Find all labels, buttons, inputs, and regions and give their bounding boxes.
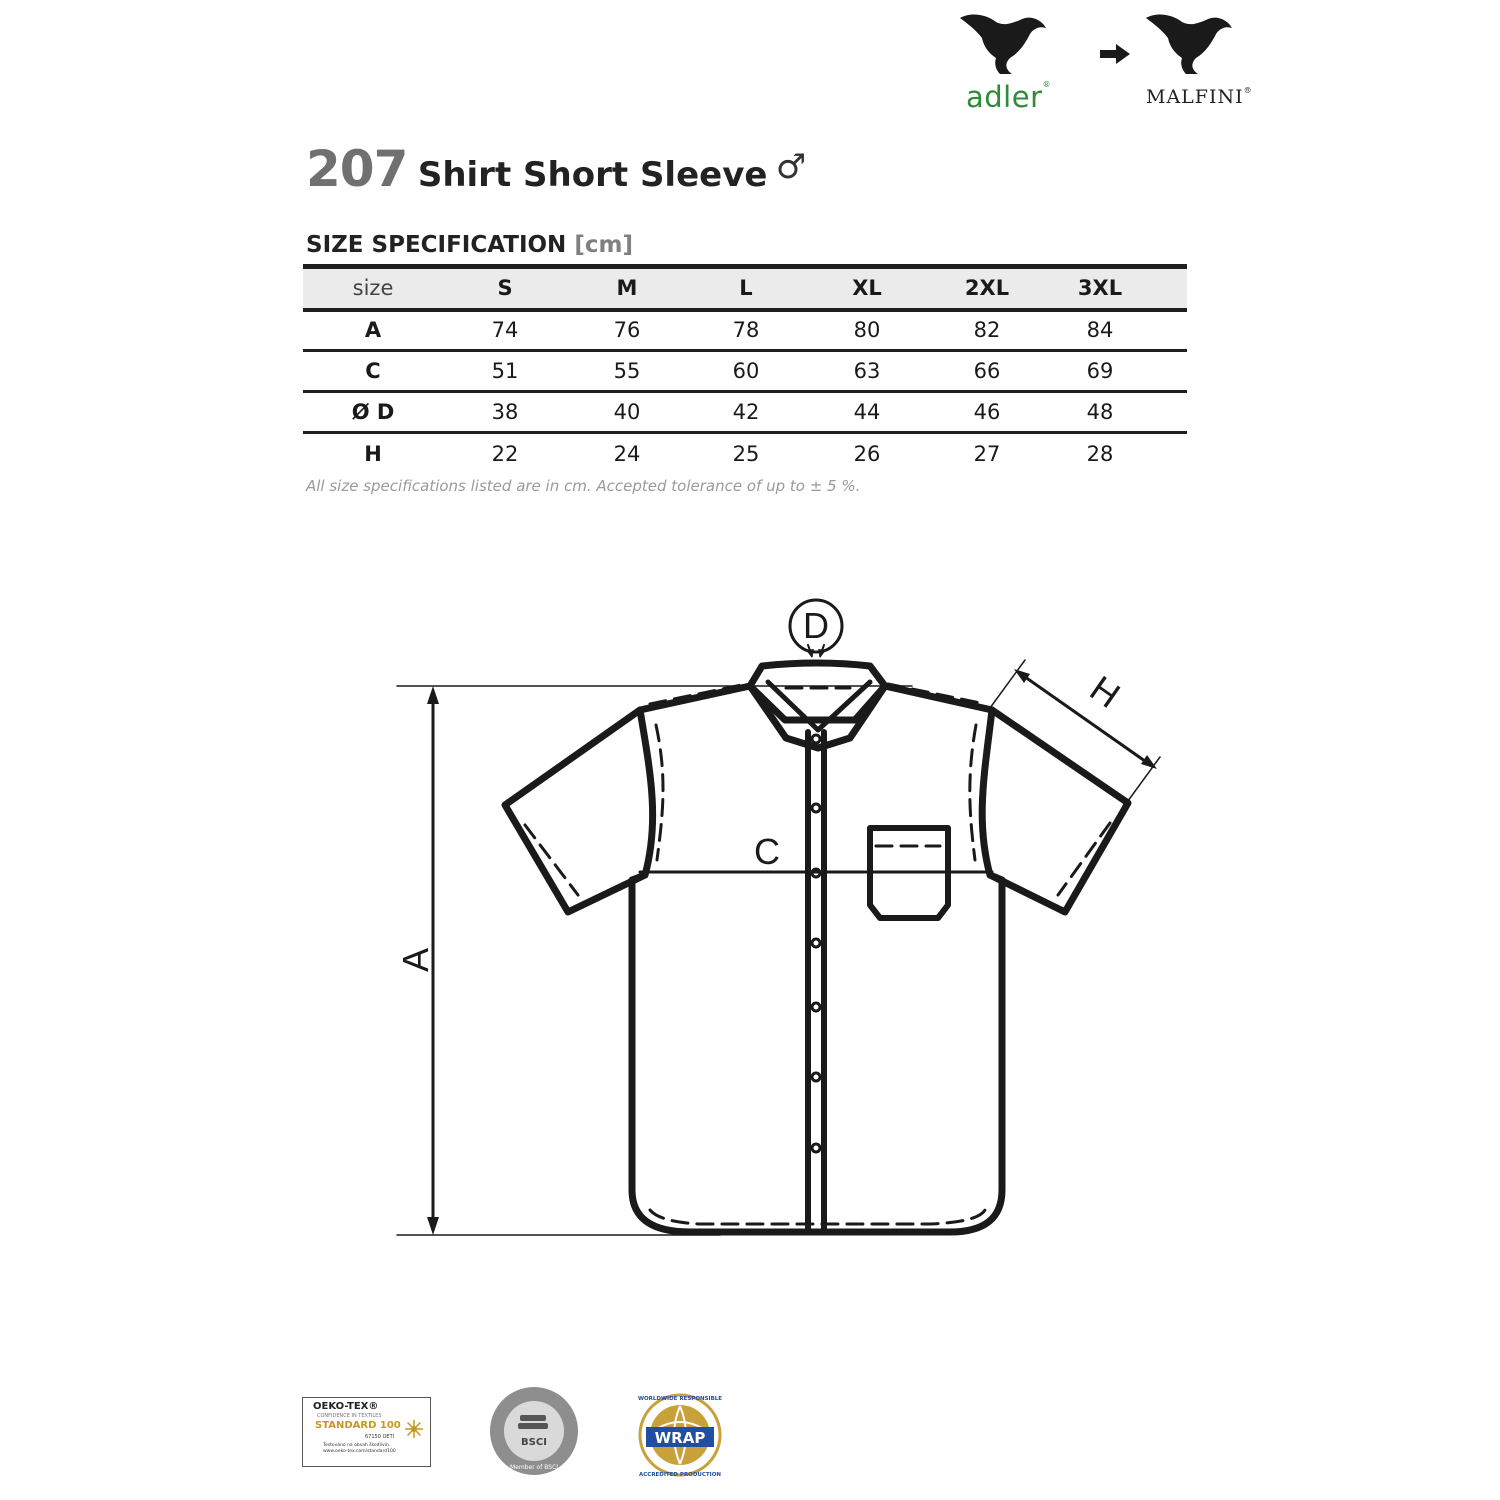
size-s-header: S <box>497 276 513 301</box>
table-row: A 74 76 78 80 82 84 <box>303 310 1187 351</box>
size-2xl-header: 2XL <box>964 276 1010 301</box>
table-row: Ø D 38 40 42 44 46 48 <box>303 392 1187 433</box>
adler-brand-text: adler® <box>966 80 1052 114</box>
oeko-flower-icon <box>403 1418 425 1440</box>
size-3xl-header: 3XL <box>1077 276 1123 301</box>
oeko-tex-badge: OEKO-TEX® CONFIDENCE IN TEXTILES STANDARD 100 67150 OETI Testováno na obsah škodlivin. www.oeko-tex.com/standard100 <box>302 1397 431 1467</box>
table-row: H 22 24 25 26 27 28 <box>364 441 1114 466</box>
adler-eagle-icon <box>960 15 1046 74</box>
measure-a-guides <box>397 686 912 1235</box>
svg-text:WRAP: WRAP <box>654 1429 706 1447</box>
header-size-label: size <box>352 276 394 301</box>
bsci-badge <box>488 1385 580 1477</box>
product-number: 207 <box>306 140 408 198</box>
svg-text:BSCI: BSCI <box>521 1437 547 1448</box>
arrow-icon <box>1100 44 1130 64</box>
malfini-brand-text: MALFINI® <box>1146 86 1253 108</box>
table-header-row <box>303 267 1187 310</box>
size-m-header: M <box>616 276 638 301</box>
label-d: D <box>803 605 829 646</box>
label-c: C <box>754 831 780 872</box>
measure-h-guides <box>990 660 1160 805</box>
table-row: C 51 55 60 63 66 69 <box>303 351 1187 392</box>
wrap-badge <box>628 1392 732 1478</box>
button-dots <box>812 735 820 1152</box>
size-xl-header: XL <box>852 276 882 301</box>
brand-logos <box>950 8 1280 114</box>
size-l-header: L <box>739 276 753 301</box>
left-sleeve-outline <box>505 710 645 912</box>
shirt-diagram <box>0 560 1500 1280</box>
right-sleeve-outline <box>990 710 1128 912</box>
male-symbol-icon: ♂ <box>775 147 807 187</box>
eagle-logos <box>950 8 1280 86</box>
label-a: A <box>395 947 436 973</box>
product-title <box>306 140 806 200</box>
svg-text:ACCREDITED PRODUCTION: ACCREDITED PRODUCTION <box>638 1472 722 1478</box>
malfini-eagle-icon <box>1146 15 1232 74</box>
measure-h-line <box>1018 672 1152 766</box>
label-h: H <box>1082 667 1128 717</box>
size-table <box>303 264 1187 474</box>
spec-heading: SIZE SPECIFICATION [cm] <box>306 232 633 258</box>
svg-text:Member of BSCI: Member of BSCI <box>509 1464 559 1471</box>
product-name: Shirt Short Sleeve <box>417 155 768 195</box>
tolerance-note: All size specifications listed are in cm. Accepted tolerance of up to ± 5 %. <box>306 477 861 495</box>
svg-text:WORLDWIDE RESPONSIBLE: WORLDWIDE RESPONSIBLE <box>637 1396 723 1402</box>
